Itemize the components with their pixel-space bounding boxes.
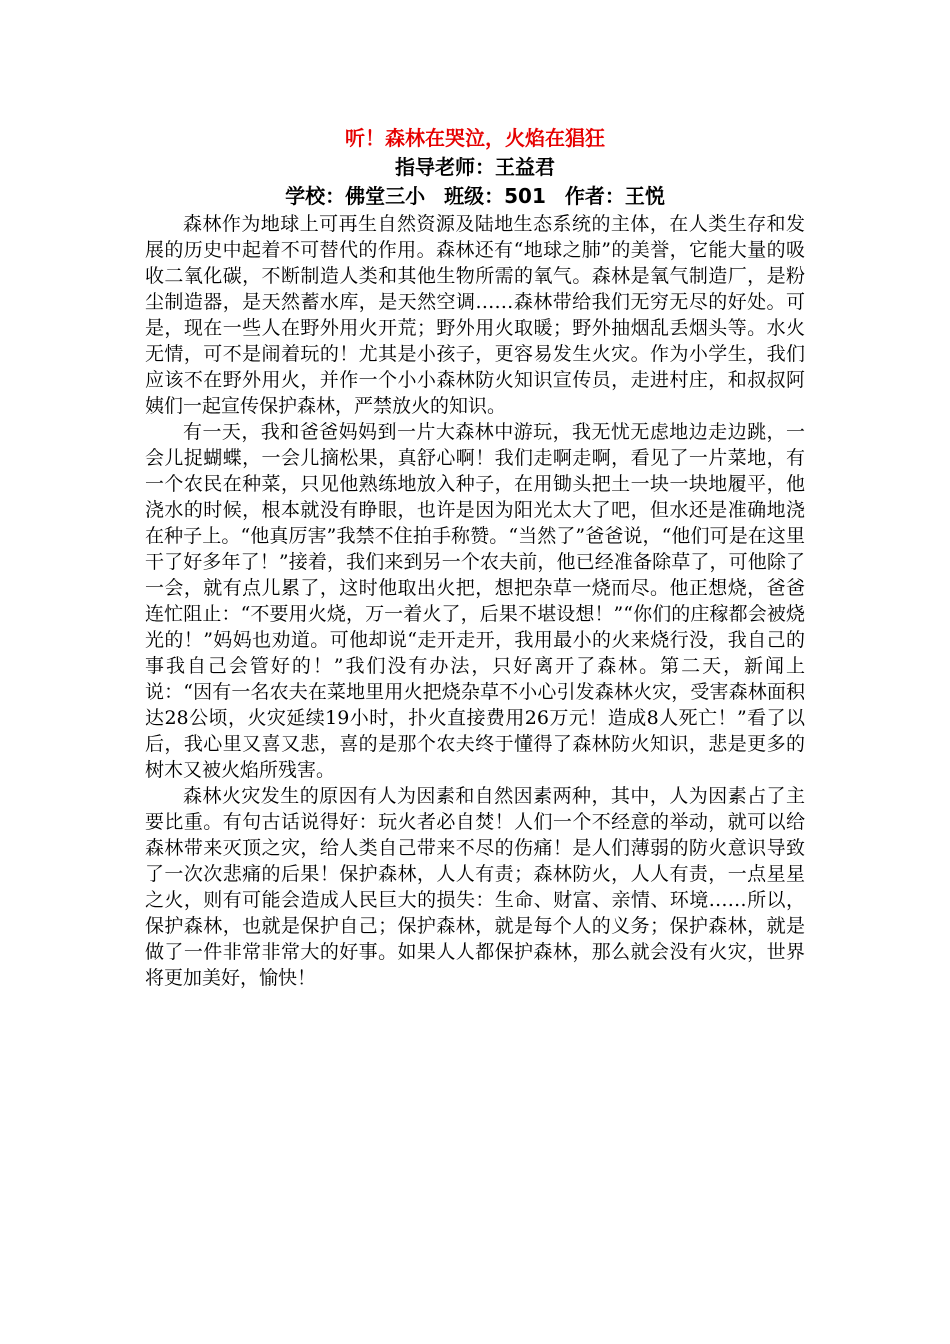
paragraph-1: 森林作为地球上可再生自然资源及陆地生态系统的主体，在人类生存和发展的历史中起着不可替代的作用。森林还有“地球之肺”的美誉，它能大量的吸收二氧化碳，不断制造人类和其他生物所需的氧气。森林是氧气制造厂，是粉尘制造器，是天然蓄水库，是天然空调……森林带给我们无穷无尽的好处。可是，现在一些人在野外用火开荒；野外用火取暖；野外抽烟乱丢烟头等。水火无情，可不是闹着玩的！尤其是小孩子，更容易发生火灾。作为小学生，我们应该不在野外用火，并作一个小小森林防火知识宣传员，走进村庄，和叔叔阿姨们一起宣传保护森林，严禁放火的知识。	[145, 213, 805, 417]
document-title: 听！森林在哭泣，火焰在猖狂	[345, 126, 605, 150]
paragraph-3: 森林火灾发生的原因有人为因素和自然因素两种，其中，人为因素占了主要比重。有句古话说得好：玩火者必自焚！人们一个不经意的举动，就可以给森林带来灭顶之灾，给人类自己带来不尽的伤痛！是人们薄弱的防火意识导致了一次次悲痛的后果！保护森林，人人有责；森林防火，人人有责，一点星星之火，则有可能会造成人民巨大的损失：生命、财富、亲情、环境……所以，保护森林，也就是保护自己；保护森林，就是每个人的义务；保护森林，就是做了一件非常非常大的好事。如果人人都保护森林，那么就会没有火灾，世界将更加美好，愉快！	[145, 785, 805, 989]
class-label: 班级：501	[444, 184, 546, 208]
meta-line	[145, 182, 805, 211]
teacher-line: 指导老师：王益君	[395, 155, 555, 179]
school-label: 学校：佛堂三小	[285, 184, 426, 208]
document-page	[145, 118, 805, 991]
author-label: 作者：王悦	[564, 184, 665, 208]
paragraph-2: 有一天，我和爸爸妈妈到一片大森林中游玩，我无忧无虑地边走边跳，一会儿捉蝴蝶，一会儿摘松果，真舒心啊！我们走啊走啊，看见了一片菜地，有一个农民在种菜，只见他熟练地放入种子，在用锄头把土一块一块地履平，他浇水的时候，根本就没有睁眼，也许是因为阳光太大了吧，但水还是准确地浇在种子上。“他真厉害”我禁不住拍手称赞。“当然了”爸爸说，“他们可是在这里干了好多年了！”接着，我们来到另一个农夫前，他已经准备除草了，可他除了一会，就有点儿累了，这时他取出火把，想把杂草一烧而尽。他正想烧，爸爸连忙阻止：“不要用火烧，万一着火了，后果不堪设想！”“你们的庄稼都会被烧光的！”妈妈也劝道。可他却说“走开走开，我用最小的火来烧行没，我自己的事我自己会管好的！”我们没有办法，只好离开了森林。第二天，新闻上说：“因有一名农夫在菜地里用火把烧杂草不小心引发森林火灾，受害森林面积达28公顷，火灾延续19小时，扑火直接费用26万元！造成8人死亡！”看了以后，我心里又喜又悲，喜的是那个农夫终于懂得了森林防火知识，悲是更多的树木又被火焰所残害。	[145, 421, 805, 781]
